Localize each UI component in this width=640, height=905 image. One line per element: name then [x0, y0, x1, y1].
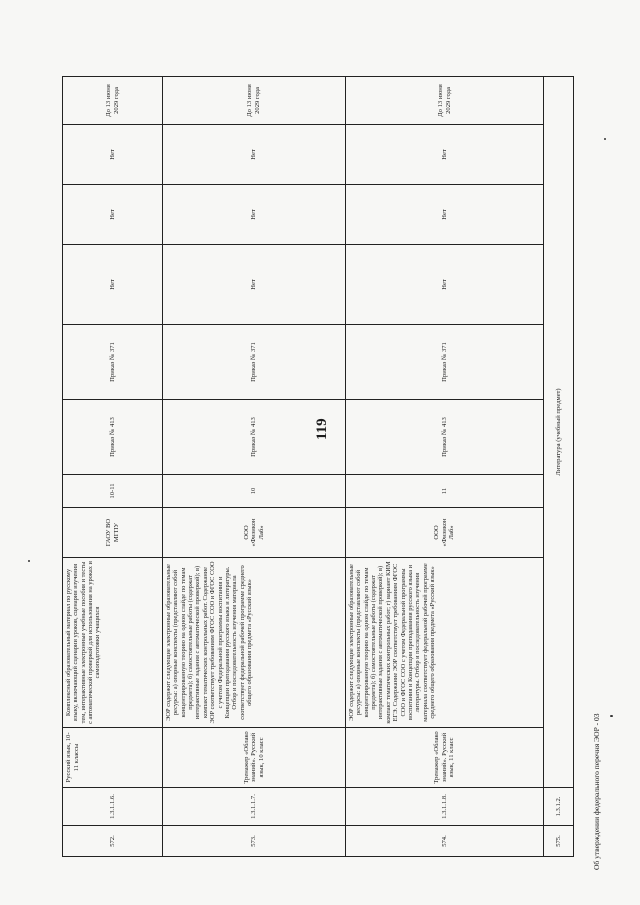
table-container: [62, 77, 573, 857]
resource-name: Русский язык, 10-11 классы: [63, 728, 163, 788]
resource-name: Тренажер «Облако знаний». Русский язык, 11 класс: [346, 728, 544, 788]
flag-3: Нет: [163, 125, 346, 185]
scan-speck: [610, 715, 613, 717]
row-code: 1.3.1.2.: [544, 788, 574, 826]
flag-2: Нет: [163, 185, 346, 245]
table-row: [163, 77, 346, 857]
order-standard: Приказ № 413: [63, 400, 163, 475]
flag-3: Нет: [63, 125, 163, 185]
order-program: Приказ № 371: [346, 325, 544, 400]
resource-description: Комплексный образовательный материал по русскому языку, включающий сценарии уроков, сценарии изучения тем, интерактивные электронные учебные пособия и тесты с автоматической проверкой для использования на уроках и самоподготовки учащихся: [63, 558, 163, 728]
order-program: Приказ № 371: [63, 325, 163, 400]
footer-note: Об утверждении федерального перечня ЭОР - 03: [592, 713, 601, 870]
flag-1: Нет: [163, 245, 346, 325]
resource-name: Тренажер «Облако знаний». Русский язык, 10 класс: [163, 728, 346, 788]
grade: 10-11: [63, 475, 163, 508]
order-standard: Приказ № 413: [346, 400, 544, 475]
table-row: [346, 77, 544, 857]
page-number: 119: [314, 418, 330, 440]
flag-1: Нет: [63, 245, 163, 325]
table-row: [63, 77, 163, 857]
row-number: 575.: [544, 826, 574, 857]
grade: 10: [163, 475, 346, 508]
publisher: ООО «Физикон Лаб»: [346, 508, 544, 558]
row-number: 573.: [163, 826, 346, 857]
section-title: Литература (учебный предмет): [544, 77, 574, 788]
scan-speck: [28, 560, 30, 562]
eor-list-table: [62, 76, 574, 857]
row-code: 1.3.1.1.8.: [346, 788, 544, 826]
resource-description: ЭОР содержит следующие электронные образовательные ресурсы: а) опорные конспекты (представляют собой концентрированную теорию на одном слайде по темам предмета); б) самостоятельные работы (содержат интерактивные задания с автоматической проверкой); в) компакт тематических контрольных работ. Содержание ЭОР соответствует требованиям ФГОС СОО и ФГОС СОО с учетом Федеральной программы воспитания и Концепции преподавания русского языка и литературы. Отбор и последовательность изучения материала соответствует федеральной рабочей программе среднего общего образования предмета «Русский язык»: [163, 558, 346, 728]
validity-term: До 13 июня 2029 года: [346, 77, 544, 125]
flag-2: Нет: [346, 185, 544, 245]
publisher: ООО «Физикон Лаб»: [163, 508, 346, 558]
flag-1: Нет: [346, 245, 544, 325]
row-code: 1.3.1.1.7.: [163, 788, 346, 826]
section-row: [544, 77, 574, 857]
order-program: Приказ № 371: [163, 325, 346, 400]
grade: 11: [346, 475, 544, 508]
flag-3: Нет: [346, 125, 544, 185]
scan-speck: [604, 138, 606, 140]
validity-term: До 13 июня 2029 года: [63, 77, 163, 125]
order-standard: Приказ № 413: [163, 400, 346, 475]
row-number: 572.: [63, 826, 163, 857]
publisher: ГАОУ ВО МГПУ: [63, 508, 163, 558]
validity-term: До 13 июня 2029 года: [163, 77, 346, 125]
flag-2: Нет: [63, 185, 163, 245]
row-number: 574.: [346, 826, 544, 857]
row-code: 1.3.1.1.6.: [63, 788, 163, 826]
resource-description: ЭОР содержит следующие электронные образовательные ресурсы: а) опорные конспекты (представляют собой концентрированную теорию на одном слайде по темам предмета); б) самостоятельные работы (содержат интерактивные задания с автоматической проверкой); в) компакт тематических контрольных работ; г) вариант КИМ ЕГЭ. Содержание ЭОР соответствует требованиям ФГОС СОО и ФГОС СОО с учетом Федеральной программы воспитания и Концепции преподавания русского языка и литературы. Отбор и последовательность изучения материала соответствует федеральной рабочей программе среднего общего образования предмета «Русский язык»: [346, 558, 544, 728]
